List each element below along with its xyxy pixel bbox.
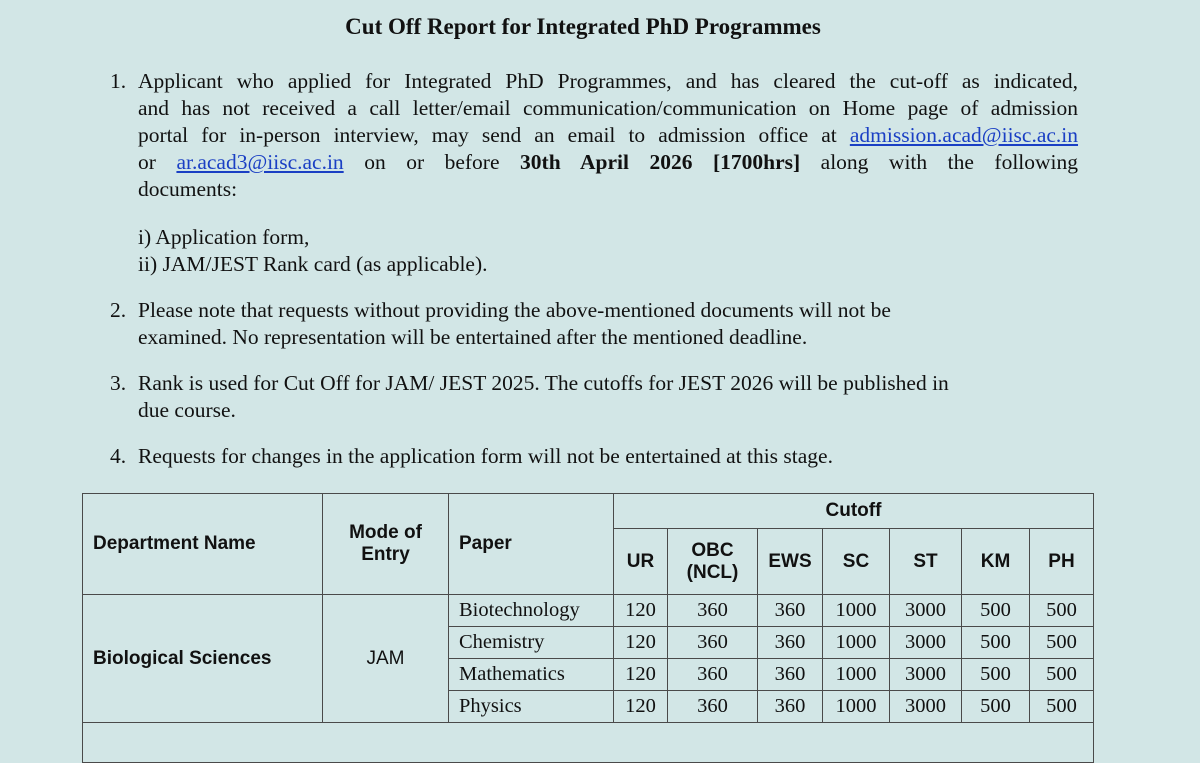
cell-paper: Mathematics [449, 659, 614, 691]
cell-value: 360 [758, 595, 823, 627]
text-line: documents: [138, 177, 238, 201]
header-obc [668, 529, 758, 595]
header-mode-line: Entry [361, 544, 410, 565]
cell-value: 500 [962, 659, 1030, 691]
text-segment: or [138, 150, 156, 174]
cell-value: 500 [1030, 659, 1094, 691]
item-number: 3. [110, 371, 127, 395]
text-line: Requests for changes in the application form will not be entertained at this stage. [138, 444, 833, 468]
cell-value: 120 [614, 691, 668, 723]
text-line: Please note that requests without providing the above-mentioned documents will not be [138, 298, 891, 322]
cell-paper: Biotechnology [449, 595, 614, 627]
sub-item: ii) JAM/JEST Rank card (as applicable). [138, 252, 488, 276]
item-text [138, 297, 1078, 351]
header-mode [323, 494, 449, 595]
cell-department: Biological Sciences [83, 595, 323, 723]
cell-value: 500 [1030, 691, 1094, 723]
header-ph: PH [1030, 529, 1094, 595]
cell-value: 500 [1030, 627, 1094, 659]
text-line [138, 122, 1078, 149]
item-text [138, 68, 1078, 203]
cell-value: 500 [962, 627, 1030, 659]
cell-value: 3000 [890, 627, 962, 659]
text-line [138, 149, 1078, 176]
cell-value: 3000 [890, 691, 962, 723]
deadline-date: 30th April 2026 [1700hrs] [520, 150, 801, 174]
header-sc: SC [823, 529, 890, 595]
item-text [138, 443, 1078, 470]
header-ews: EWS [758, 529, 823, 595]
cutoff-table [82, 493, 1094, 763]
cell-value: 360 [668, 627, 758, 659]
cell-paper: Physics [449, 691, 614, 723]
item-number: 1. [110, 69, 127, 93]
cell-mode: JAM [323, 595, 449, 723]
cell-value: 360 [668, 659, 758, 691]
cell-value: 500 [1030, 595, 1094, 627]
text-line: Applicant who applied for Integrated PhD Programmes, and has cleared the cut-off as indicated, [138, 69, 1078, 93]
text-segment: on or before [364, 150, 500, 174]
cell-value: 120 [614, 659, 668, 691]
cell-value: 360 [758, 659, 823, 691]
cell-value: 1000 [823, 627, 890, 659]
header-obc-line: (NCL) [686, 561, 739, 583]
header-st: ST [890, 529, 962, 595]
header-cutoff: Cutoff [614, 494, 1094, 529]
cell-value: 3000 [890, 659, 962, 691]
header-paper: Paper [449, 494, 614, 595]
item-number: 2. [110, 298, 127, 322]
email-link-ar-acad3[interactable]: ar.acad3@iisc.ac.in [176, 150, 344, 174]
cell-value: 1000 [823, 595, 890, 627]
cell-value: 1000 [823, 659, 890, 691]
text-segment: along with the following [820, 150, 1079, 174]
cell-value: 1000 [823, 691, 890, 723]
email-link-admission[interactable]: admission.acad@iisc.ac.in [849, 123, 1079, 147]
header-department: Department Name [83, 494, 323, 595]
table-header-row [83, 494, 1094, 529]
text-line: Rank is used for Cut Off for JAM/ JEST 2025. The cutoffs for JEST 2026 will be published in [138, 371, 949, 395]
cell-value: 360 [668, 595, 758, 627]
text-line: and has not received a call letter/email communication/communication on Home page of admission [138, 96, 1078, 120]
cell-value: 360 [758, 627, 823, 659]
header-obc-line: OBC [691, 539, 734, 561]
cell-value: 500 [962, 691, 1030, 723]
table-row [83, 595, 1094, 627]
header-km: KM [962, 529, 1030, 595]
item-text [138, 370, 1078, 424]
table-row-empty [83, 723, 1094, 763]
cell-value: 360 [668, 691, 758, 723]
cell-value: 3000 [890, 595, 962, 627]
cell-empty [83, 723, 1094, 763]
cell-value: 360 [758, 691, 823, 723]
cell-value: 120 [614, 595, 668, 627]
header-mode-line: Mode of [349, 522, 422, 543]
sub-item: i) Application form, [138, 225, 310, 249]
cell-value: 500 [962, 595, 1030, 627]
text-line: due course. [138, 398, 236, 422]
page-title: Cut Off Report for Integrated PhD Programmes [345, 14, 821, 39]
text-line: examined. No representation will be entertained after the mentioned deadline. [138, 325, 808, 349]
item-number: 4. [110, 444, 127, 468]
cell-value: 120 [614, 627, 668, 659]
text-segment: portal for in-person interview, may send an email to admission office at [138, 123, 837, 147]
header-ur: UR [614, 529, 668, 595]
cell-paper: Chemistry [449, 627, 614, 659]
